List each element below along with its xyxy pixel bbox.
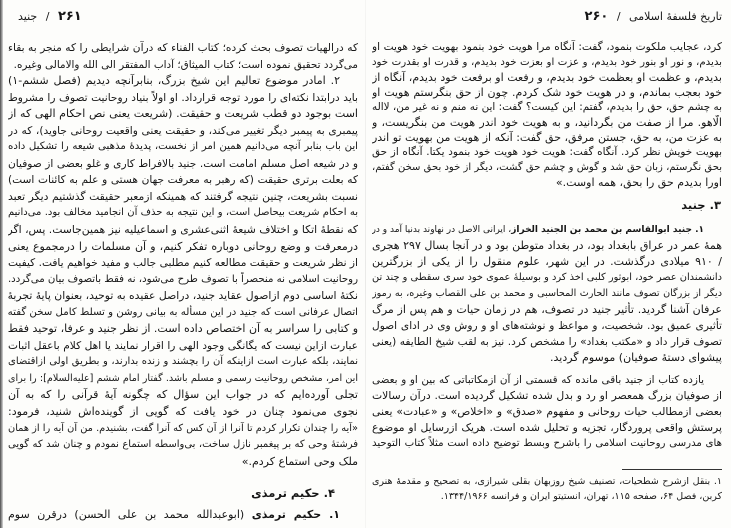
running-head-separator: / <box>616 10 621 23</box>
text-line <box>8 40 358 57</box>
text-line <box>8 507 358 524</box>
text-run: ۱. بنقل ازشرح شطحیات، تصنیف شیخ روزبهان بقلی شیرازی، به تصحیح و مقدمهٔ هنری <box>372 475 722 487</box>
text-run: فرشتهٔ وحی که بر پیغمبر نازل ساخت، بی‌واسطه استماع نمودم و چنان شد که گویی <box>8 439 358 451</box>
text-line <box>8 106 358 123</box>
text-run: خود بعجب بماندم، و در هویت خود شک کردم. چون از حق بنگرستم هویت او <box>372 85 722 99</box>
text-line <box>372 85 722 100</box>
text-run: نمایند، بلکه عبارت است ازاینکه آن را بچشند و زنده بدارند، و بطریق اولی ازاقتضای <box>8 356 358 368</box>
text-run: عبارت ازاین نیست که یگانگی وجود الهی را اقرار نمایند یا اهل کلام باعقل اثبات <box>8 339 358 352</box>
text-run: پیشوای دستهٔ صوفیان) موسوم گردید. <box>549 351 722 364</box>
text-run: از نظر شریعت و حقیقت مطالعه کنیم مطلبی جالب و مفید خواهیم یافت. کیفیت <box>8 257 358 270</box>
running-head <box>585 9 722 25</box>
right-page <box>366 0 731 528</box>
text-line <box>8 222 358 239</box>
text-line <box>8 437 358 454</box>
text-line <box>372 130 722 145</box>
footnote <box>372 474 722 504</box>
text-run: بهویت خویش نظر کرد. آنگاه گفت: هویت خود هویت خود بنمود یکتا. آنگاه از حق <box>372 145 722 158</box>
text-line <box>372 100 722 115</box>
text-run: بدیدم، و عظمت او بعظمت خود بدیدم، و رفعت او برفعت خود بدیدم، آنگاه از <box>372 70 722 84</box>
running-title: جنید <box>18 10 38 23</box>
text-run: یازده کتاب از جنید باقی مانده که قسمتی از آن ازمکاتباتی که بین او و بعضی <box>372 374 704 386</box>
text-line <box>8 73 358 90</box>
page-number: ۲۶۰ <box>584 9 609 24</box>
text-line <box>372 286 722 302</box>
text-run: نسبت بشریعت، چنین نتیجه گرفتند که همینکه ازمعبر حقیقت گذشتیم دیگر تعبد <box>8 189 358 203</box>
bold-run: ۱. حکیم ترمذی <box>251 508 340 521</box>
text-run: همهٔ عمر در عراق بابغداد بود، در بغداد متوطن بود و در آنجا بسال ۲۹۷ هجری <box>372 239 722 252</box>
text-line <box>8 305 358 322</box>
text-line <box>8 205 358 222</box>
text-line <box>8 288 358 305</box>
text-line <box>8 90 358 107</box>
text-run: کرد، عجایب ملکوت بنمود، گفت: آنگاه مرا هویت خود بنمود بهویت خود هویت او <box>372 40 722 53</box>
text-run: «آیه را چندان تکرار کردم تا آنرا از آن کس که آنرا گفت، بشنیدم. من آن آیه را از همان <box>8 422 358 434</box>
text-run: به احکام شریعت بیحاصل است، و این نتیجه به حذف آن انجامید مخالف بود. می‌دانیم <box>8 207 358 219</box>
text-line <box>372 372 722 388</box>
text-line <box>372 270 722 286</box>
bold-run: ۱. جنید ابوالقاسم بن محمد بن الجنید الخراز <box>511 225 704 235</box>
text-run: عرفان آشنا گردید. تأثیر جنید در تصوف، هم در زمان حیات و هم پس از مرگ <box>372 303 722 316</box>
continued-paragraph <box>8 40 358 73</box>
continued-paragraph <box>372 40 722 190</box>
text-line <box>8 321 358 338</box>
text-line <box>8 371 358 388</box>
running-head <box>18 9 82 25</box>
text-line <box>372 388 722 404</box>
text-run: و در شیعه اصل مسلم امامت است. جنید بالافراط کاری و غلو بعضی از صوفیان <box>8 157 358 170</box>
text-run: به عزت من، به حق، جستن مرفق، حق گفت: آنکه از هویت من بهویت تو اندر <box>372 130 722 144</box>
text-run: پرستش واقعی پروردگار، تجزیه و تحلیل شده است. هریک ازرسایل او موضوع <box>372 421 722 434</box>
text-line <box>8 421 358 438</box>
running-head-separator: / <box>45 10 50 23</box>
footnote-divider <box>622 469 722 470</box>
text-run: نکتهٔ اساسی دوم ازاصول عقاید جنید، دراصل عقیده به توحید، بعنوان پایهٔ تجربهٔ <box>8 289 358 303</box>
text-line <box>372 55 722 70</box>
text-run: درمعرفت و وضع روحانی دوباره تفکر کنیم، و آن مسلمات را درمجموع یعنی <box>8 239 358 253</box>
text-run: تجلی آورده‌ایم که در جواب این سؤال که چگونه آیهٔ قرآنی را که به آن <box>8 388 358 402</box>
text-line <box>372 40 722 55</box>
text-line <box>372 334 722 350</box>
text-line <box>8 272 358 289</box>
text-line <box>8 123 358 140</box>
text-line <box>8 239 358 256</box>
section-heading: ۴. حکیم ترمذی <box>251 486 335 500</box>
text-run: کربن، فصل ۶۴، صفحه ۱۱۵، تهران، انستیتو ایران و فرانسه ۱۳۴۴/۱۹۶۶. <box>440 490 722 502</box>
paragraph <box>8 73 358 470</box>
text-line <box>372 254 722 270</box>
text-line <box>372 115 722 130</box>
text-run: به چشم حق، حق را بدیدم، گفتم: این کیست؟ گفت: این نه منم و نه غیر من، لااله <box>372 100 722 113</box>
text-run: ۲. امادر موضوع تعالیم این شیخ بزرگ، بنابرآنچه دیدیم (فصل ششم-۱) <box>8 74 340 88</box>
text-line <box>372 145 722 160</box>
text-run: از صوفیان بزرگ همعصر او رد و بدل شده تشکیل گردیده است. درآن رسالات <box>372 389 722 402</box>
text-line <box>8 172 358 189</box>
text-line <box>8 354 358 371</box>
text-line <box>372 489 722 504</box>
text-line <box>372 404 722 420</box>
text-line <box>372 302 722 318</box>
text-run: این امر، مشخص روحانیت رسمی و مسلم باشد. گفتار امام ششم [علیه‌السلام]: را برای <box>8 372 358 384</box>
text-line <box>372 350 722 366</box>
text-line <box>8 139 358 156</box>
text-run: / ۹۱۰ میلادی درگذشت. در این شهر، علوم منقول را از یکی از بزرگترین <box>372 255 722 268</box>
text-run: پیمبری به پیمبر دیگر تغییر می‌کند، و حقیقت یعنی واقعیت روحانی جاوید)، که در <box>8 124 358 137</box>
left-page <box>0 0 365 528</box>
page-number: ۲۶۱ <box>57 9 82 24</box>
running-title: تاریخ فلسفهٔ اسلامی <box>629 10 722 23</box>
text-run: بدیدم، و نور او بنور خود بدیدم، و عزت او بعزت خود بدیدم، و قدرت او بقدرت خود <box>372 56 722 68</box>
text-line <box>8 255 358 272</box>
paragraph <box>372 372 722 452</box>
paragraph <box>8 507 358 524</box>
text-line <box>372 70 722 85</box>
text-line <box>372 474 722 489</box>
text-run: اورا بدیدم حق را بحق، همه اوست.» <box>555 175 722 189</box>
text-run: بعضی ازمطالب حیات روحانی و مفهوم «صدق» و «اخلاص» و «عبادت» یعنی <box>372 405 722 418</box>
text-line <box>8 57 358 74</box>
text-line <box>8 338 358 355</box>
text-line <box>8 454 358 471</box>
text-run: باید درابتدا نکته‌ای را مورد توجه قرارداد. او اولاً بنیاد روحانیت تصوف را مشروط <box>8 91 358 104</box>
text-run: نجوی می‌نمود چنان در خود یافت که گویی از گوینده‌اش شنید، فرمود: <box>8 405 358 419</box>
text-line <box>372 160 722 175</box>
text-line <box>372 420 722 436</box>
text-run: (ابوعبدالله محمد بن علی الحسن) درقرن سوم <box>8 508 252 521</box>
text-run: است بوجود دو قطب شریعت و حقیقت. (شریعت یعنی نص احکام الهی که از <box>8 107 358 121</box>
text-run: و کتابی را سراسر به آن اختصاص داده است. از نظر جنید و عرفا، توحید فقط <box>8 322 358 336</box>
text-line <box>372 318 722 334</box>
text-run: که درالهیات تصوف بحث کرده؛ کتاب الفناء که درآن شرایطی را که منجر به بقاء <box>8 42 358 54</box>
text-line <box>8 156 358 173</box>
text-run: روحانیت اسلامی نه منحصراً با تصوف طرح می‌شود، نه فقط باتصوف بیان می‌گردد. <box>8 273 358 285</box>
text-run: بحق نگرستم، زبان حق شد و گوش و چشم حق گشت، دیگر از خود بحق سخن گفتم، <box>372 161 722 173</box>
text-run: تأثیری عمیق بود. شخصیت، و مواعظ و نوشته‌های او و روش وی در ادای اصول <box>372 320 722 332</box>
text-line <box>8 189 358 206</box>
text-run: دیگر از بزرگان تصوف مانند الحارث المحاسبی و محمد بن علی القصاب وغیره، به رموز <box>372 288 722 299</box>
text-run: این باب بنابر آنچه می‌دانیم همین امر از نخست، پدیدهٔ مذهبی شیعه را تشکیل داده <box>8 141 358 153</box>
text-run: که بعلت برتری حقیقت (که رهبر به معرفت جهان هستی و علم به کائنات است) <box>8 174 358 187</box>
text-line <box>372 222 722 238</box>
text-run: تصوف قرار داد و «مکتب بغداد» را مشخص کرد. نیز به لقب شیخ الطایفه (یعنی <box>372 336 722 348</box>
text-run: الّاهو. مرا از صفت من بگردانید، و به هویت خود اندر هویت من بنگریست، و <box>372 115 722 129</box>
text-run: دانشمندان عصر خود، ابوثور کلبی اخذ کرد و بوسیلهٔ عموی خود سری سقطی و چند تن <box>372 272 722 283</box>
section-heading: ۳. جنید <box>681 198 721 212</box>
text-run: ، ایرانی الاصل در نهاوند بدنیا آمد و در <box>372 225 512 235</box>
text-line <box>372 436 722 452</box>
text-line <box>8 404 358 421</box>
text-run: های مدرسی روحانیت اسلامی را باشرح وبسط توضیح داده است مثلاً کتاب التوحید <box>372 438 722 449</box>
text-run: اتصال عرفانی است که جنید در این مسأله به بیانی روشن و تسلط کامل سخن گفته <box>8 306 358 318</box>
paragraph <box>372 222 722 366</box>
text-line <box>8 387 358 404</box>
text-line <box>372 238 722 254</box>
text-run: که نقطهٔ اتکا و اختلاف شیعهٔ اثنی‌عشری و اسماعیلیه نیز همین‌جاست. پس، اگر <box>8 223 358 237</box>
text-line <box>372 175 722 190</box>
text-run: ملک وحی استماع کردم.» <box>241 454 358 468</box>
text-run: می‌گردد تحقیق نموده است؛ کتاب المیثاق؛ آداب المفتقر الی الله والامالی وغیره. <box>13 58 358 71</box>
